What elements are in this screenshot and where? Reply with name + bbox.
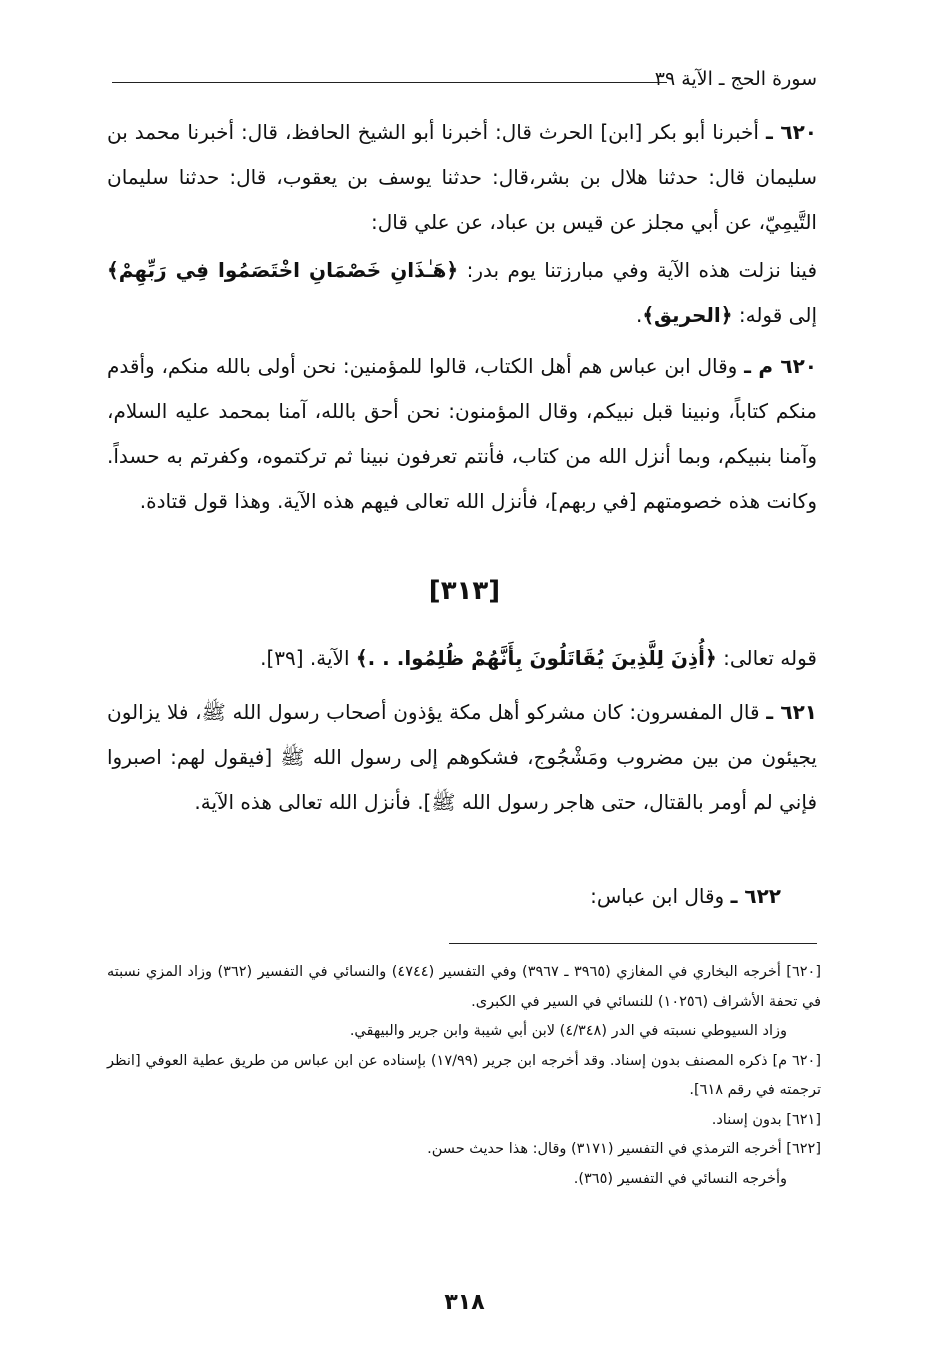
hadith-text: وقال ابن عباس هم أهل الكتاب، قالوا للمؤمنين: نحن أولى بالله منكم، وأقدم منكم كتاباً، ونبينا قبل نبيكم، وقال المؤمنون: نحن أحق بالله، آمنا بمحمد عليه السلام، وآمنا بنبيكم، وبما أنزل الله من كتاب، فأنتم تعرفون نبينا ثم تركتموه، وكفرتم به حسداً. وكانت هذه خصومتهم [في ربهم]، فأنزل الله تعالى فيهم هذه الآية. وهذا قول قتادة. xyxy=(107,354,817,513)
running-head-title: سورة الحج ـ الآية ٣٩ xyxy=(645,68,817,90)
hadith-620-matn xyxy=(107,248,817,338)
footnote: وأخرجه النسائي في التفسير (٣٦٥). xyxy=(573,1170,787,1187)
hadith-number: ٦٢٠ ـ xyxy=(765,120,817,144)
verse-intro: قوله تعالى: xyxy=(723,646,817,670)
footnote: وزاد السيوطي نسبته في الدر (٤/٣٤٨) لابن أبي شيبة وابن جرير والبيهقي. xyxy=(349,1023,787,1039)
quran-verse: ﴿أُذِنَ لِلَّذِينَ يُقَاتَلُونَ بِأَنَّهُمْ ظُلِمُوا. . .﴾ xyxy=(355,646,717,670)
footnote: [٦٢١] بدون إسناد. xyxy=(711,1111,821,1128)
hadith-text: أخبرنا أبو بكر [ابن] الحرث قال: أخبرنا أبو الشيخ الحافظ، قال: أخبرنا محمد بن سليمان قال: حدثنا هلال بن بشر،قال: حدثنا يوسف بن يعقوب، قال: حدثنا سليمان التَّيمِيّ، عن أبي مجلز عن قيس بن عباد، عن علي قال: xyxy=(107,120,817,234)
page-number: ٣١٨ xyxy=(444,1290,485,1315)
hadith-620 xyxy=(107,110,817,245)
footnote-rule xyxy=(449,943,817,944)
hadith-text: قال المفسرون: كان مشركو أهل مكة يؤذون أصحاب رسول الله ﷺ، فلا يزالون يجيئون من بين مضروب ومَشْجُوج، فشكوهم إلى رسول الله ﷺ [فيقول لهم: اصبروا فإني لم أومر بالقتال، حتى هاجر رسول الله ﷺ]. فأنزل الله تعالى هذه الآية. xyxy=(107,700,817,814)
hadith-620m xyxy=(107,344,817,524)
hadith-number: ٦٢٠ م ـ xyxy=(744,354,818,378)
running-head-rule xyxy=(112,82,667,83)
quran-verse: ﴿الحريق﴾ xyxy=(642,303,733,327)
verse-ref: الآية. [٣٩]. xyxy=(260,646,350,670)
running-head xyxy=(112,68,817,96)
matn-intro: فينا نزلت هذه الآية وفي مبارزتنا يوم بدر: xyxy=(466,258,818,282)
hadith-621 xyxy=(107,690,817,825)
verse-statement xyxy=(107,636,817,681)
quran-verse: ﴿هَـٰذَانِ خَصْمَانِ اخْتَصَمُوا فِي رَبِّهِمْ﴾ xyxy=(107,258,459,282)
section-heading: [٣١٣] xyxy=(428,576,501,606)
footnote: [٦٢٠ م] ذكره المصنف بدون إسناد. وقد أخرجه ابن جرير (١٧/٩٩) بإسناده عن ابن عباس من طريق عطية العوفي [انظر ترجمته في رقم ٦١٨]. xyxy=(107,1052,822,1098)
hadith-number: ٦٢١ ـ xyxy=(766,700,817,724)
hadith-text: وقال ابن عباس: xyxy=(590,884,725,908)
footnote: [٦٢٢] أخرجه الترمذي في التفسير (٣١٧١) وقال: هذا حديث حسن. xyxy=(427,1141,821,1157)
matn-end: . xyxy=(635,303,643,327)
footnote: [٦٢٠] أخرجه البخاري في المغازي (٣٩٦٥ ـ ٣٩٦٧) وفي التفسير (٤٧٤٤) والنسائي في التفسير (٣٦٢) وزاد المزي نسبته في تحفة الأشراف (١٠٢٥٦) للنسائي في السير في الكبرى. xyxy=(107,964,821,1010)
footnotes xyxy=(107,958,821,1194)
matn-mid: إلى قوله: xyxy=(738,303,817,327)
hadith-number: ٦٢٢ ـ xyxy=(730,884,781,908)
hadith-622 xyxy=(107,874,817,919)
